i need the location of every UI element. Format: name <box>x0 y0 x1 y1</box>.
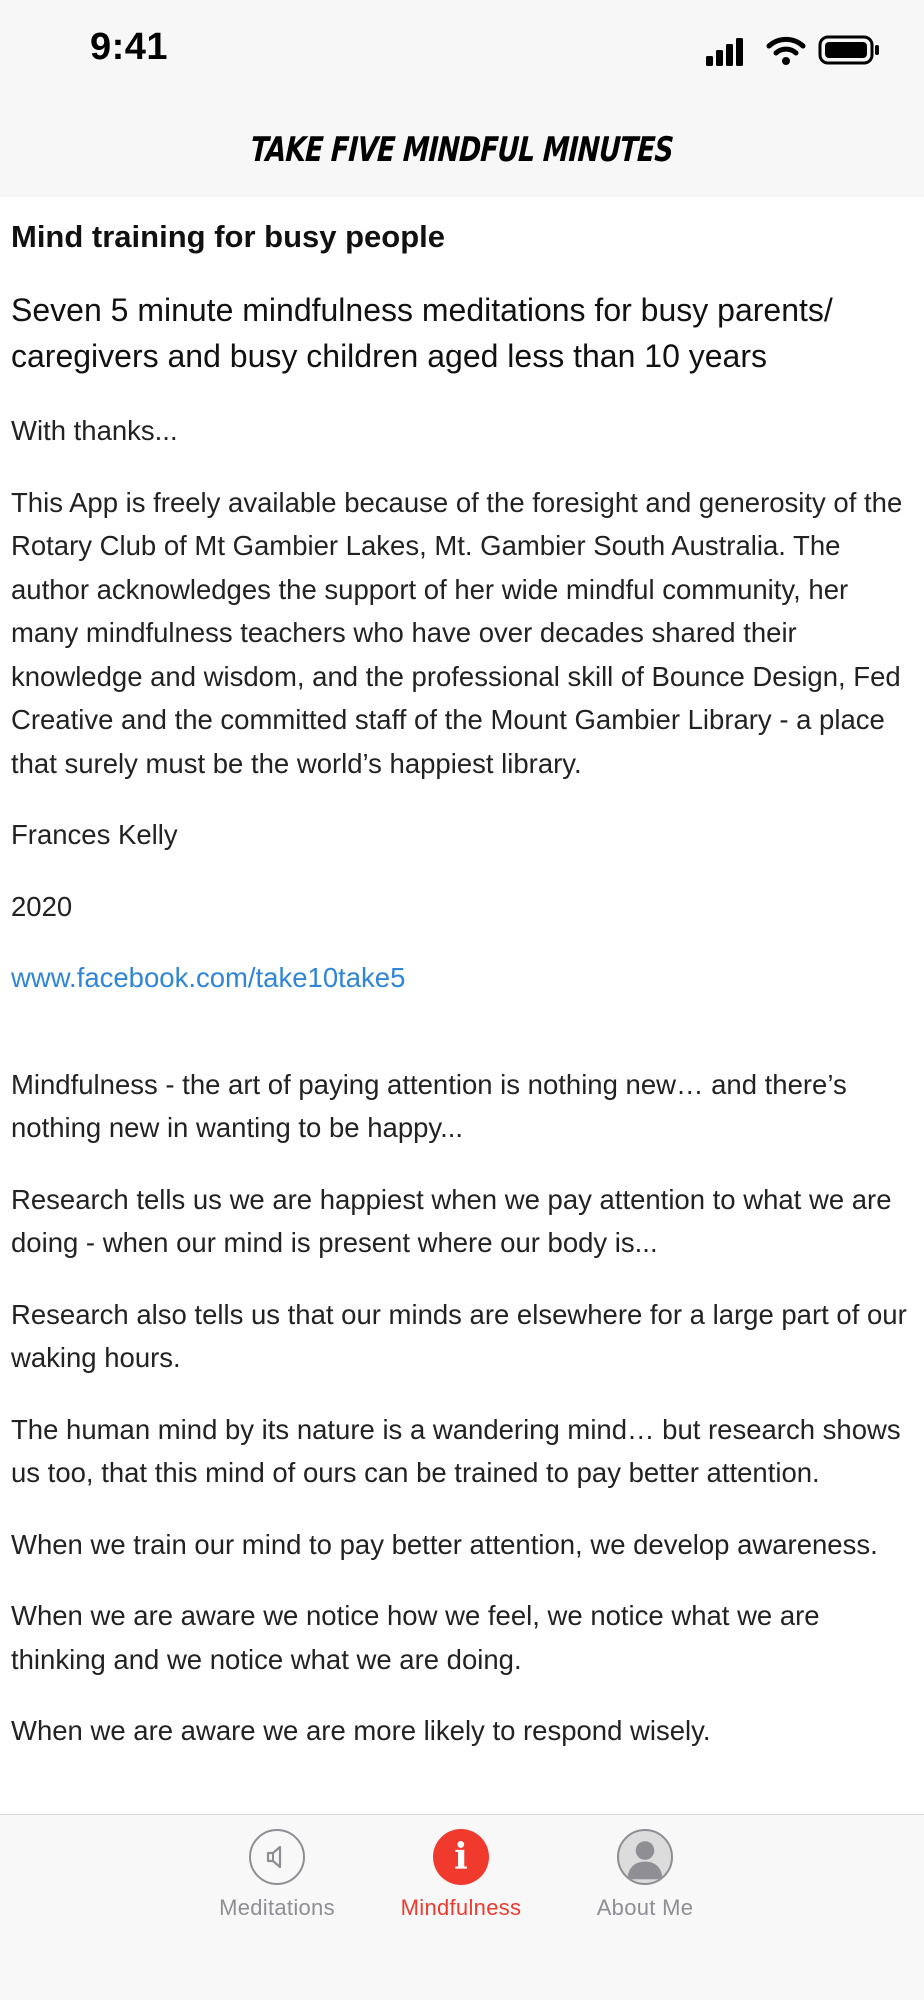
tab-bar <box>0 1814 924 2000</box>
facebook-link[interactable]: www.facebook.com/take10take5 <box>11 962 406 993</box>
tab-about-me[interactable] <box>555 1815 735 1935</box>
year-text: 2020 <box>11 890 73 922</box>
signal-icon <box>706 38 743 66</box>
paragraph-2: Research tells us we are happiest when we pay attention to what we are doing - when our mind is present where our body is... <box>11 1183 892 1258</box>
acknowledgement-text: This App is freely available because of the foresight and generosity of the Rotary Club of Mt Gambier Lakes, Mt. Gambier South Australia. The author acknowledges the support of her wide mindful community, her many mindfulness teachers who have over decades shared their knowledge and wisdom, and the professional skill of Bounce Design, Fed Creative and the committed staff of the Mount Gambier Library - a place that surely must be the world’s happiest library. <box>11 486 903 779</box>
status-bar <box>0 0 924 100</box>
battery-icon <box>820 37 879 63</box>
paragraph-4: The human mind by its nature is a wandering mind… but research shows us too, that this mind of ours can be trained to pay better attention. <box>11 1413 901 1488</box>
paragraph-3: Research also tells us that our minds are elsewhere for a large part of our waking hours. <box>11 1298 907 1373</box>
thanks-text: With thanks... <box>11 415 178 446</box>
speaker-icon <box>249 1829 305 1885</box>
content-heading: Mind training for busy people <box>11 219 445 254</box>
wifi-icon <box>769 39 803 65</box>
tab-about-me-label: About Me <box>596 1895 694 1920</box>
person-icon <box>617 1829 673 1885</box>
tab-meditations[interactable] <box>187 1815 367 1935</box>
paragraph-7: When we are aware we are more likely to respond wisely. <box>11 1715 711 1746</box>
navigation-bar <box>0 100 924 197</box>
content-subheading: Seven 5 minute mindfulness meditations for busy parents/ caregivers and busy children aged less than 10 years <box>11 292 833 374</box>
content-scroll-area[interactable] <box>0 197 924 1814</box>
tab-meditations-label: Meditations <box>219 1895 335 1920</box>
info-icon: i <box>433 1829 489 1885</box>
tab-mindfulness[interactable] <box>371 1815 551 1935</box>
paragraph-5: When we train our mind to pay better attention, we develop awareness. <box>11 1528 878 1560</box>
paragraph-6: When we are aware we notice how we feel, we notice what we are thinking and we notice what we are doing. <box>11 1600 820 1675</box>
page-title: TAKE FIVE MINDFUL MINUTES <box>249 129 675 170</box>
status-indicators <box>694 32 924 72</box>
status-icons <box>694 32 924 72</box>
author-name: Frances Kelly <box>11 819 178 850</box>
tab-mindfulness-label: Mindfulness <box>400 1895 522 1920</box>
paragraph-1: Mindfulness - the art of paying attention is nothing new… and there’s nothing new in wanting to be happy... <box>11 1068 847 1143</box>
status-time: 9:41 <box>90 26 169 68</box>
